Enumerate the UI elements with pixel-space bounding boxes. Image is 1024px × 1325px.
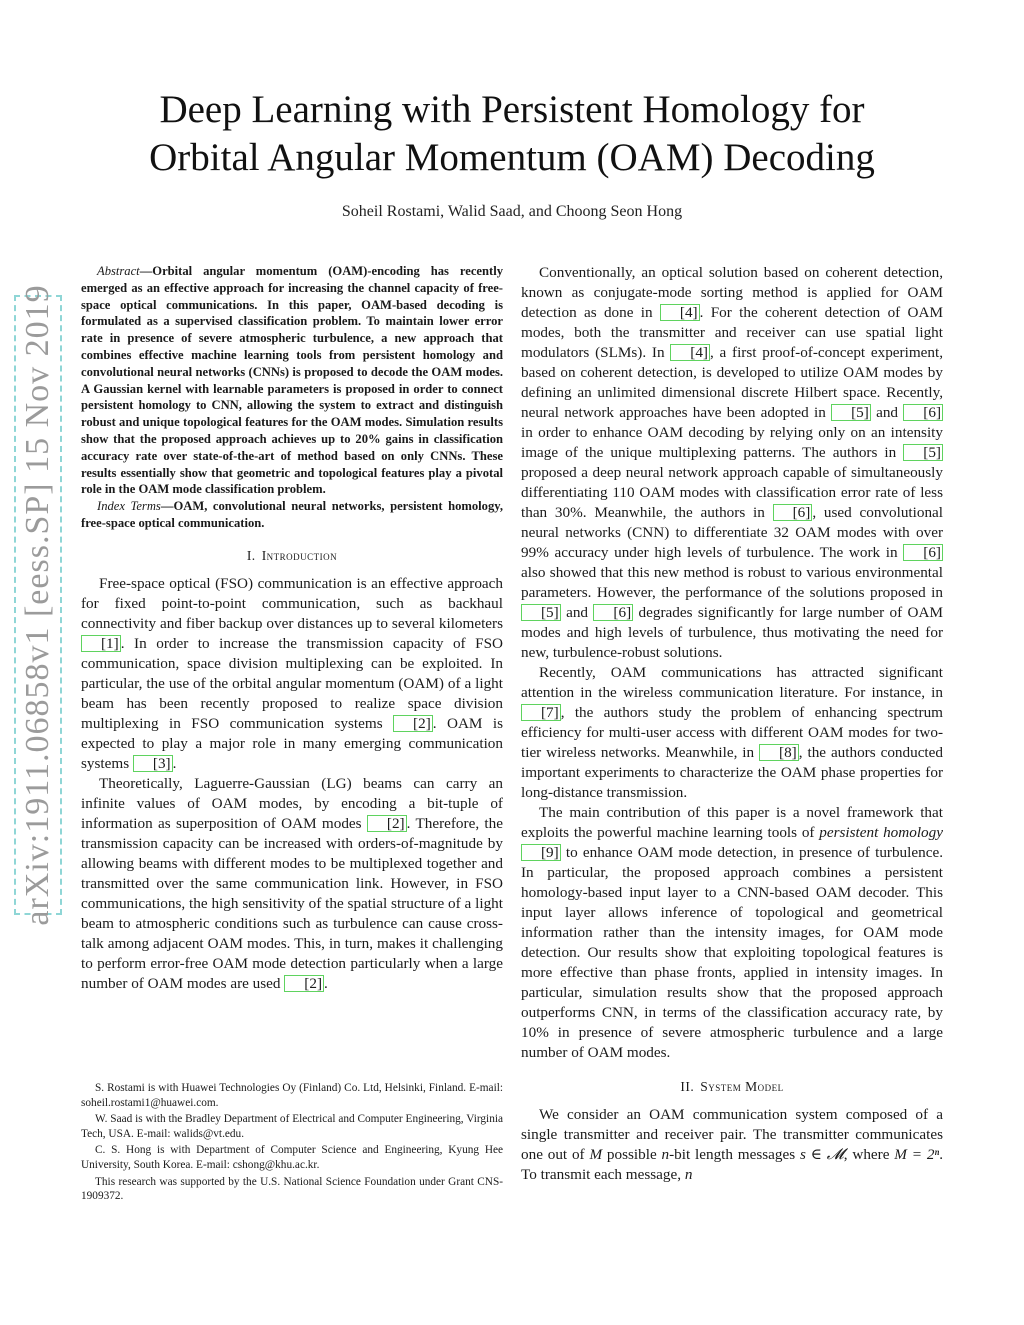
title-line-2: Orbital Angular Momentum (OAM) Decoding bbox=[149, 136, 875, 179]
math-symbol: n bbox=[684, 1166, 693, 1183]
emphasis: persistent homology bbox=[819, 824, 943, 841]
text-run: Recently, OAM communications has attracted significant attention in the wireless communication literature. For instance, in bbox=[521, 664, 943, 701]
citation-link[interactable]: [6] bbox=[773, 504, 813, 521]
text-run: Conventionally, an optical solution based on coherent detection, known as conjugate-mode sorting method is applied for OAM detection as done in bbox=[521, 264, 943, 321]
text-run: degrades significantly for large number of OAM modes and high levels of turbulence, thus motivating the need for new, turbulence-robust solutions. bbox=[521, 604, 943, 661]
text-run: . Therefore, the transmission capacity can be increased with orders-of-magnitude by allowing beams with different modes to be multiplexed together and transmitted over the same communication link. However, in FSO communications, the high sensitivity of the spatial structure of a light beam to atmospheric conditions such as turbulence can cause cross-talk among adjacent OAM modes. This, in turn, makes it challenging to perform error-free OAM mode detection particularly when a large number of OAM modes are used bbox=[81, 814, 503, 992]
citation-link[interactable]: [2] bbox=[393, 715, 433, 732]
section-number: I. bbox=[246, 547, 256, 563]
math-symbol: s ∈ 𝓜 bbox=[799, 1146, 844, 1163]
author-list: Soheil Rostami, Walid Saad, and Choong Seon Hong bbox=[341, 203, 683, 220]
text-run: , the authors conducted important experiments to characterize the OAM phase properties for long-distance transmission. bbox=[521, 744, 943, 801]
section-title: Introduction bbox=[261, 547, 338, 563]
text-run: . bbox=[324, 974, 328, 992]
citation-link[interactable]: [5] bbox=[903, 444, 943, 461]
right-column bbox=[521, 263, 943, 1185]
citation-link[interactable]: [6] bbox=[903, 404, 943, 421]
footnote: C. S. Hong is with Department of Computer Science and Engineering, Kyung Hee University, South Korea. E-mail: cshong@khu.ac.kr. bbox=[81, 1144, 503, 1171]
index-terms bbox=[81, 498, 503, 532]
text-run: proposed a deep neural network approach capable of simultaneously differentiating 110 OAM modes with classification error rate of less than 30%. Meanwhile, the authors in bbox=[521, 464, 943, 521]
arxiv-stamp bbox=[14, 284, 64, 926]
arxiv-identifier[interactable]: arXiv:1911.06858v1 [eess.SP] 15 Nov 2019 bbox=[14, 295, 62, 915]
text-run: . OAM is expected to play a major role in many emerging communication systems bbox=[81, 714, 503, 772]
footnotes bbox=[81, 1081, 503, 1206]
citation-link[interactable]: [8] bbox=[759, 744, 799, 761]
citation-link[interactable]: [5] bbox=[521, 604, 561, 621]
text-run: to enhance OAM mode detection, in presence of turbulence. In particular, the proposed approach combines a persistent homology-based input layer to a CNN-based OAM decoder. This input layer allows inference of topological and geometrical information rather than the intensity images, for OAM mode detection. Our results show that exploiting topological features is more effective than phase fronts, applied in intensity images. In particular, simulation results show that the proposed approach outperforms CNN, in terms of the classification accuracy rate, by 10% in presence of severe atmospheric turbulence and a large number of OAM modes. bbox=[521, 844, 943, 1061]
index-terms-label: Index Terms bbox=[97, 499, 161, 514]
math-symbol: M = 2ⁿ bbox=[894, 1146, 940, 1163]
citation-link[interactable]: [3] bbox=[133, 755, 173, 772]
text-run: Theoretically, Laguerre-Gaussian (LG) beams can carry an infinite values of OAM modes, by encoding a bit-tuple of information as superposition of OAM modes bbox=[81, 774, 503, 832]
paragraph bbox=[81, 774, 503, 994]
text-run: . To transmit each message, bbox=[521, 1146, 943, 1183]
section-heading-system-model bbox=[521, 1077, 943, 1097]
paragraph bbox=[521, 1105, 943, 1185]
citation-link[interactable]: [2] bbox=[367, 815, 407, 832]
footnote: W. Saad is with the Bradley Department of Electrical and Computer Engineering, Virginia Tech, USA. E-mail: walids@vt.edu. bbox=[81, 1113, 503, 1140]
text-run: in order to enhance OAM decoding by relying only on an intensity image of the unique multiplexing patterns. The authors in bbox=[521, 424, 943, 461]
title-line-1: Deep Learning with Persistent Homology for bbox=[159, 88, 865, 131]
text-run: , a first proof-of-concept experiment, based on coherent detection, is developed to utilize OAM modes by defining an unlimited dimensional discrete Hilbert space. Recently, neural network approaches have been adopted in bbox=[521, 344, 943, 421]
abstract-text: —Orbital angular momentum (OAM)-encoding has recently emerged as an effective approach for increasing the channel capacity of free-space optical communications. In this paper, OAM-based decoding is formulated as a supervised classification problem. To maintain lower error rate in presence of severe atmospheric turbulence, a new approach that combines effective machine learning tools from persistent homology and convolutional neural networks (CNNs) is proposed to decode the OAM modes. A Gaussian kernel with learnable parameters is proposed in order to connect persistent homology to CNN, allowing the system to extract and distinguish robust and unique topological features for the OAM modes. Simulation results show that the proposed approach achieves up to 20% gains in classification accuracy rate over state-of-the-art of method based on only CNNs. These results essentially show that geometric and topological features play a pivotal role in the OAM mode classification problem. bbox=[81, 264, 503, 497]
text-run: , used convolutional neural networks (CNN) to differentiate 32 OAM modes with over 99% accuracy under high levels of turbulence. The work in bbox=[521, 504, 943, 561]
citation-link[interactable]: [6] bbox=[903, 544, 943, 561]
citation-link[interactable]: [7] bbox=[521, 704, 561, 721]
text-run: We consider an OAM communication system composed of a single transmitter and receiver pair. The transmitter communicates one out of bbox=[521, 1106, 943, 1163]
text-run: and bbox=[560, 604, 594, 621]
text-run: also showed that this new method is robust to various environmental parameters. However, the performance of the solutions proposed in bbox=[521, 564, 943, 601]
footnote: S. Rostami is with Huawei Technologies Oy (Finland) Co. Ltd, Helsinki, Finland. E-mail: soheil.rostami1@huawei.com. bbox=[81, 1082, 503, 1109]
abstract-label: Abstract bbox=[97, 264, 140, 278]
text-run: , where bbox=[843, 1146, 895, 1163]
section-heading-introduction bbox=[81, 546, 503, 566]
left-column bbox=[81, 263, 503, 994]
math-symbol: M bbox=[589, 1146, 603, 1163]
text-run: , the authors study the problem of enhancing spectrum efficiency for multi-user access with different OAM modes for two-tier wireless networks. Meanwhile, in bbox=[521, 704, 943, 761]
footnote: This research was supported by the U.S. National Science Foundation under Grant CNS-1909372. bbox=[81, 1175, 503, 1203]
citation-link[interactable]: [6] bbox=[593, 604, 633, 621]
section-title: System Model bbox=[700, 1079, 784, 1094]
citation-link[interactable]: [4] bbox=[660, 304, 700, 321]
text-run: Free-space optical (FSO) communication is an effective approach for fixed point-to-point communication, such as backhaul connectivity and fiber backup over distances up to several kilometers bbox=[81, 574, 503, 632]
paragraph bbox=[521, 663, 943, 803]
math-symbol: n bbox=[661, 1146, 670, 1163]
paragraph bbox=[81, 574, 503, 774]
text-run: possible bbox=[602, 1146, 662, 1163]
abstract bbox=[81, 263, 503, 498]
section-number: II. bbox=[680, 1079, 695, 1094]
text-run: . bbox=[172, 754, 177, 772]
paper-title bbox=[90, 86, 934, 182]
text-run: The main contribution of this paper is a novel framework that exploits the powerful machine learning tools of bbox=[521, 804, 943, 841]
citation-link[interactable]: [9] bbox=[521, 844, 561, 861]
index-terms-text: —OAM, convolutional neural networks, persistent homology, free-space optical communication. bbox=[81, 499, 503, 530]
text-run: -bit length messages bbox=[669, 1146, 800, 1163]
paragraph bbox=[521, 263, 943, 663]
text-run: and bbox=[870, 404, 904, 421]
citation-link[interactable]: [4] bbox=[670, 344, 710, 361]
citation-link[interactable]: [1] bbox=[81, 635, 121, 652]
citation-link[interactable]: [2] bbox=[284, 975, 324, 992]
text-run: . In order to increase the transmission capacity of FSO communication, space division multiplexing can be exploited. In particular, the use of the orbital angular momentum (OAM) of a light beam has been recently proposed to realize space division multiplexing in FSO communication systems bbox=[81, 634, 503, 732]
citation-link[interactable]: [5] bbox=[831, 404, 871, 421]
text-run: . For the coherent detection of OAM modes, both the transmitter and receiver can use spatial light modulators (SLMs). In bbox=[521, 304, 943, 361]
paragraph bbox=[521, 803, 943, 1063]
